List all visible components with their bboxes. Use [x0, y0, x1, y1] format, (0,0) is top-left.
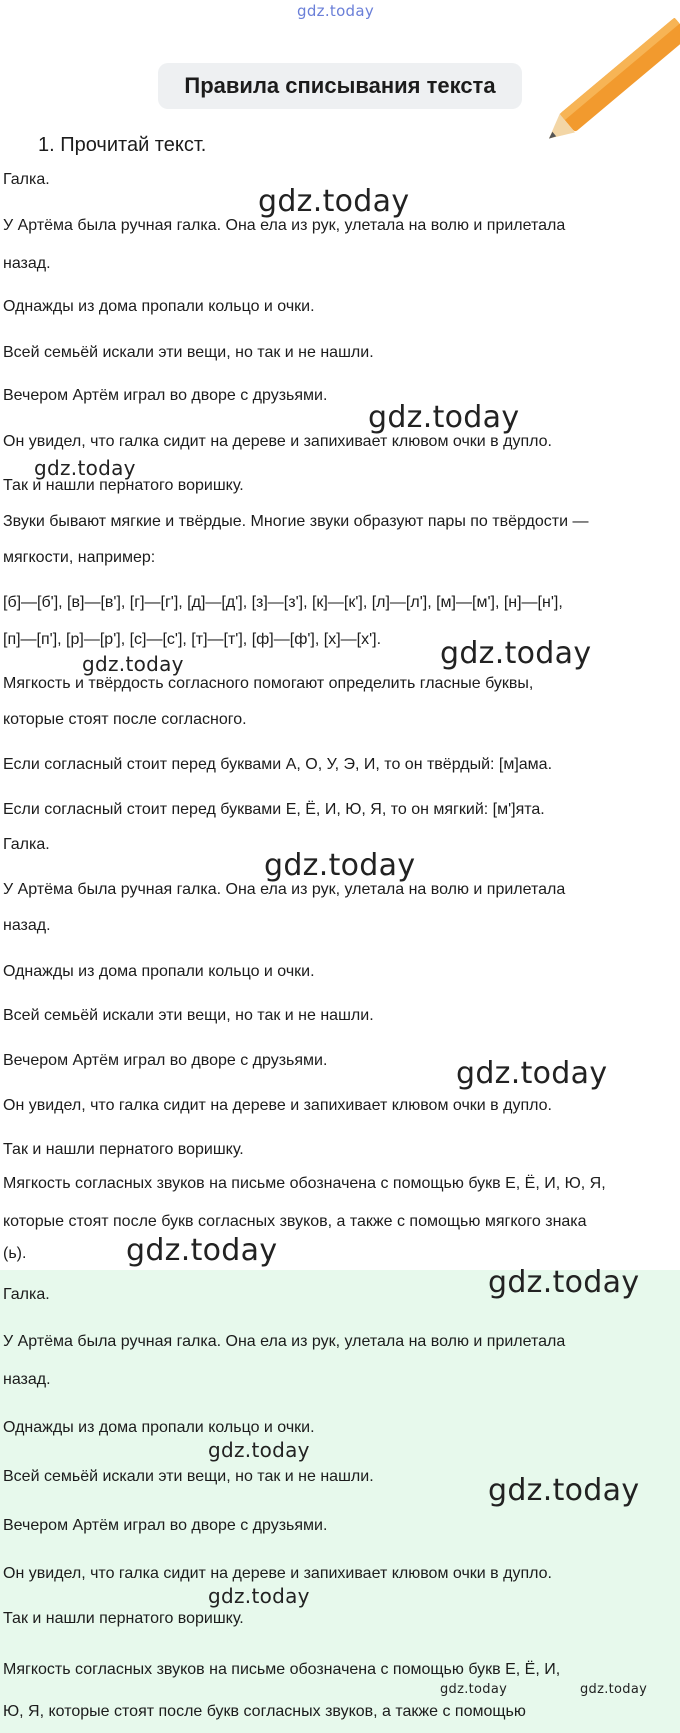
- block1-title: Галка.: [3, 171, 50, 188]
- pencil-icon: [540, 18, 680, 148]
- block1-line: Так и нашли пернатого воришку.: [3, 477, 244, 494]
- block2-line: У Артёма была ручная галка. Она ела из рук, улетала на волю и прилетала: [3, 881, 566, 898]
- block3-line: Он увидел, что галка сидит на дереве и запихивает клювом очки в дупло.: [3, 1565, 552, 1582]
- block2-line: назад.: [3, 917, 51, 934]
- block3-line: Ю, Я, которые стоят после букв согласных звуков, а также с помощью: [3, 1703, 526, 1720]
- watermark: gdz.today: [258, 184, 410, 219]
- block3-line: назад.: [3, 1371, 51, 1388]
- watermark: gdz.today: [34, 456, 136, 480]
- watermark: gdz.today: [456, 1056, 608, 1091]
- watermark: gdz.today: [264, 848, 416, 883]
- rules-line: мягкости, например:: [3, 549, 156, 566]
- watermark-top: gdz.today: [297, 2, 375, 20]
- block1-line: Всей семьёй искали эти вещи, но так и не нашли.: [3, 344, 374, 361]
- watermark: gdz.today: [126, 1233, 278, 1268]
- rules-line: которые стоят после согласного.: [3, 711, 247, 728]
- block2-line: Так и нашли пернатого воришку.: [3, 1141, 244, 1158]
- block3-line: Однажды из дома пропали кольцо и очки.: [3, 1419, 315, 1436]
- rules-line: Звуки бывают мягкие и твёрдые. Многие звуки образуют пары по твёрдости —: [3, 513, 589, 530]
- block1-line: Он увидел, что галка сидит на дереве и запихивает клювом очки в дупло.: [3, 433, 552, 450]
- block1-line: У Артёма была ручная галка. Она ела из рук, улетала на волю и прилетала: [3, 217, 566, 234]
- rules-line: Мягкость и твёрдость согласного помогают определить гласные буквы,: [3, 675, 534, 692]
- rules-line: [п]—[п'], [р]—[р'], [с]—[с'], [т]—[т'], [ф]—[ф'], [х]—[х'].: [3, 631, 382, 648]
- block3-title: Галка.: [3, 1286, 50, 1303]
- block2-line: Всей семьёй искали эти вещи, но так и не нашли.: [3, 1007, 374, 1024]
- block3-line: Так и нашли пернатого воришку.: [3, 1610, 244, 1627]
- block2-line: Он увидел, что галка сидит на дереве и запихивает клювом очки в дупло.: [3, 1097, 552, 1114]
- block2-title: Галка.: [3, 836, 50, 853]
- block1-line: Вечером Артём играл во дворе с друзьями.: [3, 387, 328, 404]
- watermark: gdz.today: [368, 400, 520, 435]
- block2-line: Однажды из дома пропали кольцо и очки.: [3, 963, 315, 980]
- block2-line: которые стоят после букв согласных звуков, а также с помощью мягкого знака: [3, 1213, 587, 1230]
- watermark: gdz.today: [440, 636, 592, 671]
- watermark: gdz.today: [208, 1584, 310, 1608]
- rules-line: [б]—[б'], [в]—[в'], [г]—[г'], [д]—[д'], [з]—[з'], [к]—[к'], [л]—[л'], [м]—[м'], [н]—[н'],: [3, 594, 563, 611]
- block3-line: Мягкость согласных звуков на письме обозначена с помощью букв Е, Ё, И,: [3, 1661, 561, 1678]
- task-heading: 1. Прочитай текст.: [38, 134, 207, 156]
- page-title: Правила списывания текста: [158, 63, 522, 109]
- rules-line: Если согласный стоит перед буквами А, О, У, Э, И, то он твёрдый: [м]ама.: [3, 756, 553, 773]
- block1-line: назад.: [3, 255, 51, 272]
- watermark: gdz.today: [208, 1438, 310, 1462]
- block3-line: Всей семьёй искали эти вещи, но так и не нашли.: [3, 1468, 374, 1485]
- watermark: gdz.today: [580, 1682, 648, 1697]
- block2-line: Вечером Артём играл во дворе с друзьями.: [3, 1052, 328, 1069]
- block3-line: Вечером Артём играл во дворе с друзьями.: [3, 1517, 328, 1534]
- watermark: gdz.today: [488, 1265, 640, 1300]
- watermark: gdz.today: [82, 652, 184, 676]
- block1-line: Однажды из дома пропали кольцо и очки.: [3, 298, 315, 315]
- watermark: gdz.today: [488, 1473, 640, 1508]
- block3-line: У Артёма была ручная галка. Она ела из рук, улетала на волю и прилетала: [3, 1333, 566, 1350]
- block2-line: Мягкость согласных звуков на письме обозначена с помощью букв Е, Ё, И, Ю, Я,: [3, 1175, 606, 1192]
- rules-line: Если согласный стоит перед буквами Е, Ё, И, Ю, Я, то он мягкий: [м']ята.: [3, 801, 545, 818]
- block2-line: (ь).: [3, 1245, 27, 1262]
- watermark: gdz.today: [440, 1682, 508, 1697]
